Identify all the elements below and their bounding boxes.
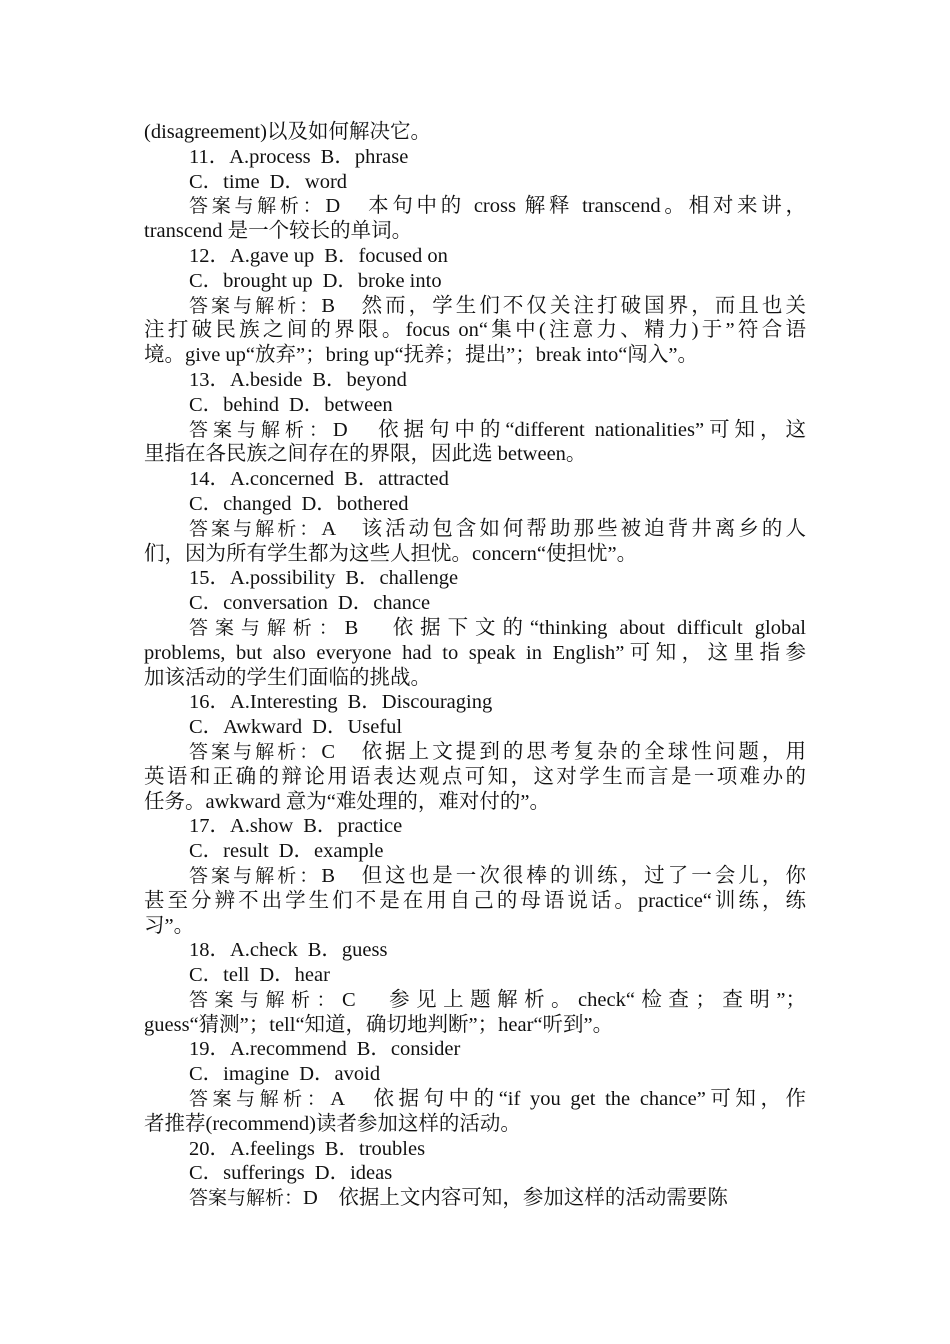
option: A.show bbox=[230, 815, 294, 838]
answer-explanation-cont bbox=[144, 1013, 806, 1038]
answer-label: 答案与解析： bbox=[189, 418, 333, 441]
answer-label: 答案与解析： bbox=[189, 195, 326, 218]
answer-explanation-cont bbox=[144, 666, 806, 691]
option: D．hear bbox=[259, 964, 330, 987]
question-item bbox=[144, 145, 806, 244]
question-item bbox=[144, 1037, 806, 1136]
answer-text: 境。give up“放弃”；bring up“抚养；提出”；break into“闯入”。 bbox=[144, 344, 698, 367]
answer-text: C 依据上文提到的思考复杂的全球性问题，用 bbox=[321, 740, 806, 763]
answer-text: 任务。awkward 意为“难处理的，难对付的”。 bbox=[144, 790, 550, 813]
options-line-1 bbox=[144, 244, 806, 269]
question-number: 16． bbox=[189, 691, 230, 714]
option: A.gave up bbox=[230, 244, 315, 267]
option: C．imagine bbox=[189, 1063, 290, 1086]
question-number: 15． bbox=[189, 567, 230, 590]
answer-explanation-cont bbox=[144, 1112, 806, 1137]
answer-explanation bbox=[144, 517, 806, 542]
option: A.possibility bbox=[230, 567, 336, 590]
answer-text: 英语和正确的辩论用语表达观点可知，这对学生而言是一项难办的 bbox=[144, 765, 806, 788]
answer-text: C 参见上题解析。check“检查；查明”； bbox=[341, 988, 806, 1011]
answer-text: transcend 是一个较长的单词。 bbox=[144, 220, 413, 243]
options-line-1 bbox=[144, 368, 806, 393]
question-item bbox=[144, 368, 806, 467]
option: B．phrase bbox=[320, 145, 409, 168]
options-line-1 bbox=[144, 938, 806, 963]
answer-explanation bbox=[144, 988, 806, 1013]
question-item bbox=[144, 814, 806, 938]
answer-text: 们，因为所有学生都为这些人担忧。concern“使担忧”。 bbox=[144, 542, 638, 565]
option: A.recommend bbox=[230, 1038, 347, 1061]
options-line-2 bbox=[144, 715, 806, 740]
option: C．result bbox=[189, 840, 269, 863]
answer-text: A 依据句中的“if you get the chance”可知，作 bbox=[330, 1088, 806, 1111]
options-line-1 bbox=[144, 145, 806, 170]
option: D．chance bbox=[337, 592, 431, 615]
answer-text: D 依据上文内容可知，参加这样的活动需要陈 bbox=[303, 1187, 728, 1210]
option: C．sufferings bbox=[189, 1162, 305, 1185]
option: A.process bbox=[229, 145, 311, 168]
question-number: 18． bbox=[189, 939, 230, 962]
answer-explanation-cont bbox=[144, 318, 806, 343]
options-line-2 bbox=[144, 591, 806, 616]
answer-text: 注打破民族之间的界限。focus on“集中(注意力、精力)于”符合语 bbox=[144, 319, 806, 342]
answer-text: B 但这也是一次很棒的训练，过了一会儿，你 bbox=[321, 864, 806, 887]
option: A.feelings bbox=[230, 1137, 315, 1160]
intro-continuation: (disagreement)以及如何解决它。 bbox=[144, 121, 431, 143]
answer-text: B 然而，学生们不仅关注打破国界，而且也关 bbox=[321, 294, 806, 317]
options-line-1 bbox=[144, 1137, 806, 1162]
question-item bbox=[144, 1137, 806, 1211]
option: B．practice bbox=[303, 815, 403, 838]
option: D．bothered bbox=[301, 492, 409, 515]
question-number: 11． bbox=[189, 145, 230, 168]
options-line-1 bbox=[144, 814, 806, 839]
answer-explanation-cont bbox=[144, 542, 806, 567]
question-item bbox=[144, 690, 806, 814]
option: D．example bbox=[278, 840, 384, 863]
option: D．avoid bbox=[299, 1063, 381, 1086]
answer-label: 答案与解析： bbox=[189, 988, 342, 1011]
question-number: 12． bbox=[189, 244, 230, 267]
answer-explanation bbox=[144, 864, 806, 889]
option: D．between bbox=[288, 393, 393, 416]
answer-text: 者推荐(recommend)读者参加这样的活动。 bbox=[144, 1112, 521, 1135]
answer-key-text bbox=[144, 120, 806, 1211]
answer-text: A 该活动包含如何帮助那些被迫背井离乡的人 bbox=[321, 517, 806, 540]
option: C．time bbox=[189, 170, 260, 193]
answer-text: 习”。 bbox=[144, 914, 195, 937]
options-line-2 bbox=[144, 170, 806, 195]
answer-explanation-cont bbox=[144, 765, 806, 790]
answer-explanation bbox=[144, 418, 806, 443]
option: B．focused on bbox=[324, 244, 448, 267]
answer-explanation-cont bbox=[144, 790, 806, 815]
answer-text: B 依据下文的“thinking about difficult global bbox=[344, 616, 806, 639]
options-line-2 bbox=[144, 393, 806, 418]
answer-label: 答案与解析： bbox=[189, 616, 345, 639]
question-item bbox=[144, 244, 806, 368]
answer-explanation-cont bbox=[144, 442, 806, 467]
option: B．Discouraging bbox=[347, 691, 493, 714]
option: C．conversation bbox=[189, 592, 328, 615]
question-number: 20． bbox=[189, 1137, 230, 1160]
options-line-2 bbox=[144, 269, 806, 294]
answer-explanation-cont bbox=[144, 219, 806, 244]
options-line-1 bbox=[144, 467, 806, 492]
option: A.check bbox=[230, 939, 298, 962]
question-item bbox=[144, 566, 806, 690]
option: D．ideas bbox=[314, 1162, 393, 1185]
option: C．behind bbox=[189, 393, 279, 416]
option: B．beyond bbox=[312, 368, 407, 391]
option: B．consider bbox=[356, 1038, 461, 1061]
answer-text: 加该活动的学生们面临的挑战。 bbox=[144, 666, 431, 689]
option: D．broke into bbox=[322, 269, 442, 292]
answer-explanation-cont bbox=[144, 641, 806, 666]
options-line-2 bbox=[144, 963, 806, 988]
answer-text: guess“猜测”；tell“知道，确切地判断”；hear“听到”。 bbox=[144, 1013, 614, 1036]
answer-text: 甚至分辨不出学生们不是在用自己的母语说话。practice“训练，练 bbox=[144, 889, 806, 912]
answer-text: D 依据句中的“different nationalities”可知，这 bbox=[332, 418, 806, 441]
answer-explanation bbox=[144, 294, 806, 319]
option: B．troubles bbox=[324, 1137, 426, 1160]
option: A.beside bbox=[230, 368, 303, 391]
answer-explanation bbox=[144, 1186, 806, 1211]
options-line-1 bbox=[144, 690, 806, 715]
option: D．Useful bbox=[312, 716, 403, 739]
answer-label: 答案与解析： bbox=[189, 864, 322, 887]
option: A.Interesting bbox=[230, 691, 338, 714]
answer-explanation bbox=[144, 1087, 806, 1112]
answer-label: 答案与解析： bbox=[189, 740, 322, 763]
answer-explanation bbox=[144, 616, 806, 641]
answer-explanation-cont bbox=[144, 889, 806, 914]
answer-text: D 本句中的 cross 解释 transcend。相对来讲， bbox=[325, 195, 806, 218]
options-line-2 bbox=[144, 492, 806, 517]
question-number: 17． bbox=[189, 815, 230, 838]
answer-text: 里指在各民族之间存在的界限，因此选 between。 bbox=[144, 443, 587, 466]
answer-label: 答案与解析： bbox=[189, 1088, 331, 1111]
option: C．changed bbox=[189, 492, 292, 515]
answer-explanation bbox=[144, 740, 806, 765]
question-number: 19． bbox=[189, 1038, 230, 1061]
options-line-1 bbox=[144, 566, 806, 591]
question-item bbox=[144, 467, 806, 566]
options-line-1 bbox=[144, 1037, 806, 1062]
options-line-2 bbox=[144, 1161, 806, 1186]
option: B．challenge bbox=[345, 567, 459, 590]
option: C．tell bbox=[189, 964, 250, 987]
option: D．word bbox=[269, 170, 348, 193]
option: B．attracted bbox=[344, 468, 449, 491]
options-line-2 bbox=[144, 1062, 806, 1087]
answer-explanation-cont bbox=[144, 914, 806, 939]
answer-label: 答案与解析： bbox=[189, 294, 322, 317]
option: A.concerned bbox=[230, 468, 335, 491]
answer-explanation bbox=[144, 194, 806, 219]
options-line-2 bbox=[144, 839, 806, 864]
option: B．guess bbox=[307, 939, 388, 962]
option: C．brought up bbox=[189, 269, 313, 292]
question-number: 13． bbox=[189, 368, 230, 391]
answer-explanation-cont bbox=[144, 343, 806, 368]
option: C．Awkward bbox=[189, 716, 303, 739]
answer-label: 答案与解析： bbox=[189, 1187, 304, 1210]
question-number: 14． bbox=[189, 468, 230, 491]
answer-label: 答案与解析： bbox=[189, 517, 322, 540]
question-item bbox=[144, 938, 806, 1037]
answer-text: problems, but also everyone had to speak in English”可知，这里指参 bbox=[144, 641, 806, 664]
